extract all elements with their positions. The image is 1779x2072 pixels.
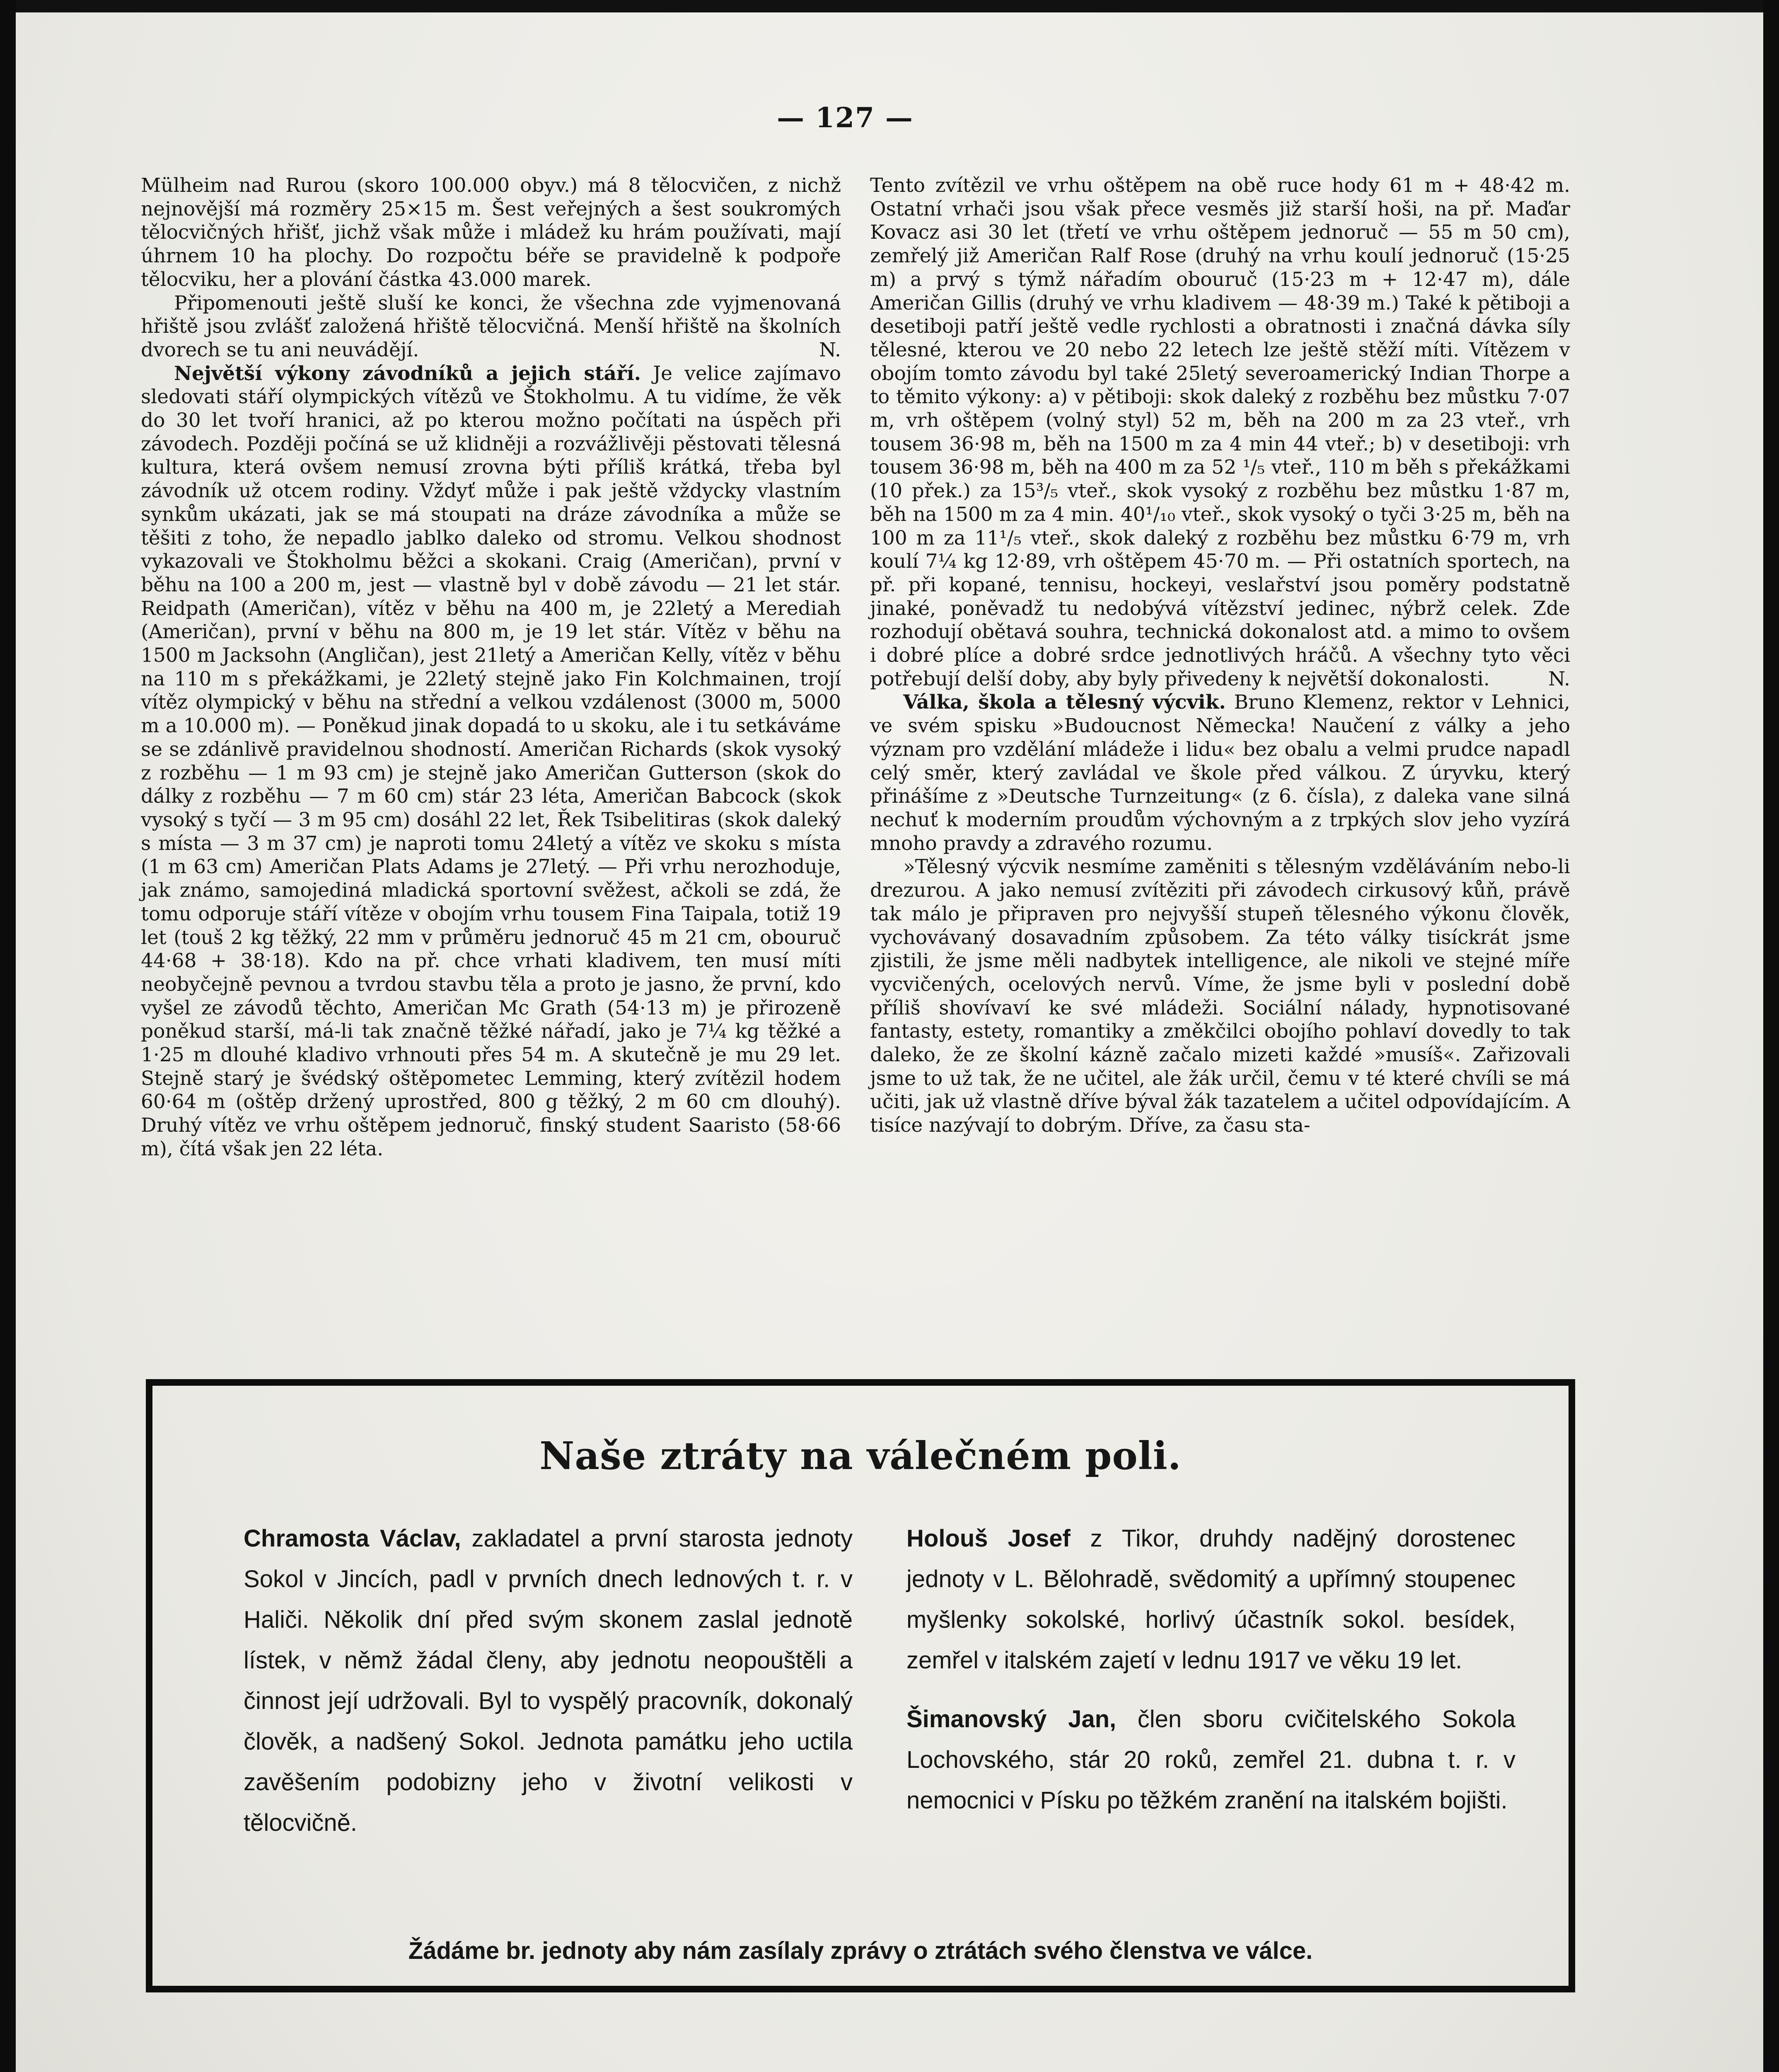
- scan-border-right: [1763, 0, 1779, 2072]
- paragraph-text: Mülheim nad Rurou (skoro 100.000 obyv.) má 8 tělocvičen, z nichž nejnovější má rozměry 25×15 m. Šest veřejných a šest soukromých tělocvičných hřišť, jichž však může i mládež ku hrám používati, mají úhrnem 10 ha plochy. Do rozpočtu béře se pravidelně k podpoře tělocviku, her a plování částka 43.000 marek.: [141, 174, 841, 291]
- section-heading: Válka, škola a tělesný výcvik.: [903, 691, 1226, 714]
- paragraph-text: »Tělesný výcvik nesmíme zaměniti s tělesným vzděláváním nebo-li drezurou. A jako nemusí zvítěziti při závodech cirkusový kůň, právě tak málo je připraven pro nejvyšší stupeň tělesného výkonu člověk, vychovávaný dosavadním způsobem. Za této války tisíckrát jsme zjistili, že jsme měli nadbytek intelligence, ale nikoli ve stejné míře vycvičených, ocelových nervů. Víme, že jsme byli v poslední době příliš shovívaví ke své mládeži. Sociální nálady, hypnotisované fantasty, estety, romantiky a změkčilci obojího pohlaví dovedly to tak daleko, že ze školní kázně začalo mizeti každé »musíš«. Zařizovali jsme to už tak, že ne učitel, ale žák určil, čemu v té které chvíli se má učiti, jak už vlastně dříve býval žák tazatelem a učitel odpovídajícím. A tisíce nazývají to dobrým. Dříve, za času sta-: [870, 855, 1570, 1137]
- scan-border-left: [0, 0, 16, 2072]
- paragraph-text: Je velice zajímavo sledovati stáří olympických vítězů ve Štokholmu. A tu vidíme, že věk do 30 let tvoří hranici, až po kterou možno počítati na úspěch při závodech. Později počíná se už klidněji a rozvážlivěji pěstovati tělesná kultura, která ovšem nemusí zrovna býti příliš krátká, třeba byl závodník už otcem rodiny. Vždyť může i pak ještě vždycky vlastním synkům ukázati, jak se má stoupati na dráze závodníka a může se těšiti z toho, že nepadlo jablko daleko od stromu. Velkou shodnost vykazovali ve Štokholmu běžci a skokani. Craig (Američan), první v běhu na 100 a 200 m, jest — vlastně byl v době závodu — 21 let stár. Reidpath (Američan), vítěz v běhu na 400 m, je 22letý a Merediah (Američan), první v běhu na 800 m, je 19 let stár. Vítěz v běhu na 1500 m Jacksohn (Angličan), jest 21letý a Američan Kelly, vítěz v běhu na 110 m s překážkami, je 22letý stejně jako Fin Kolchmainen, trojí vítěz olympický v běhu na střední a velkou vzdálenost (3000 m, 5000 m a 10.000 m). — Poněkud jinak dopadá to u skoku, ale i tu setkáváme se se zdánlivě pravidelnou shodností. Američan Richards (skok vysoký z rozběhu — 1 m 93 cm) je stejně jako Američan Gutterson (skok do dálky z rozběhu — 7 m 60 cm) stár 23 léta, Američan Babcock (skok vysoký s tyčí — 3 m 95 cm) dosáhl 22 let, Řek Tsibelitiras (skok daleký s místa — 3 m 37 cm) je naproti tomu 24letý a vítěz ve skoku s místa (1 m 63 cm) Američan Plats Adams je 27letý. — Při vrhu nerozhoduje, jak známo, samojediná mladická sportovní svěžest, ačkoli se zdá, že tomu odporuje stáří vítěze v obojím vrhu tousem Fina Taipala, totiž 19 let (touš 2 kg těžký, 22 mm v průměru jednoruč 45 m 21 cm, obouruč 44·68 + 38·18). Kdo na př. chce vrhati kladivem, ten musí míti neobyčejně pevnou a tvrdou stavbu těla a proto je jasno, že první, kdo vyšel ze závodů těchto, Američan Mc Grath (54·13 m) je přirozeně poněkud starší, má-li tak značně těžké nářadí, jako je 7¼ kg těžké a 1·25 m dlouhé kladivo vrhnouti přes 54 m. A skutečně je mu 29 let. Stejně starý je švédský oštěpometec Lemming, který zvítězil hodem 60·64 m (oštěp držený uprostřed, 800 g těžký, 2 m 60 cm dlouhý). Druhý vítěz ve vrhu oštěpem jednoruč, finský student Saaristo (58·66 m), čítá však jen 22 léta.: [141, 362, 841, 1160]
- scan-border-top: [0, 0, 1779, 12]
- paragraph-vykony: [141, 362, 841, 1161]
- author-signature: N.: [819, 338, 841, 361]
- memorial-title: Naše ztráty na válečném poli.: [539, 1433, 1182, 1478]
- obituary-text: člen sboru cvičitelského Sokola Lochovského, stár 20 roků, zemřel 21. dubna t. r. v nemocnici v Písku po těžkém zranění na italském bojišti.: [906, 1706, 1516, 1814]
- paragraph-text: Tento zvítězil ve vrhu oštěpem na obě ruce hody 61 m + 48·42 m. Ostatní vrhači jsou však přece vesměs již starší hoši, na př. Maďar Kovacz asi 30 let (třetí ve vrhu oštěpem jednoruč — 55 m 50 cm), zemřelý již Američan Ralf Rose (druhý na vrhu koulí jednoruč (15·25 m) a prvý s týmž nářadím obouruč (15·23 m + 12·47 m), dále Američan Gillis (druhý ve vrhu kladivem — 48·39 m.) Také k pětiboji a desetiboji patří ještě vedle rychlosti a obratnosti i značná dávka síly tělesné, kterou ve 20 nebo 22 letech lze ještě stěží míti. Vítězem v obojím tomto závodu byl také 25letý severoamerický Indian Thorpe a to těmito výkony: a) v pětiboji: skok daleký z rozběhu bez můstku 7·07 m, vrh oštěpem (volný styl) 52 m, běh na 200 m za 23 vteř., vrh tousem 36·98 m, běh na 1500 m za 4 min 44 vteř.; b) v desetiboji: vrh tousem 36·98 m, běh na 400 m za 52 ¹/₅ vteř., 110 m běh s překážkami (10 přek.) za 15³/₅ vteř., skok vysoký z rozběhu bez můstku 1·87 m, běh na 1500 m za 4 min. 40¹/₁₀ vteř., skok vysoký o tyči 3·25 m, běh na 100 m za 11¹/₅ vteř., skok daleký z rozběhu bez můstku 6·79 m, vrh koulí 7¼ kg 12·89, vrh oštěpem 45·70 m. — Při ostatních sportech, na př. při kopané, tennisu, hockeyi, veslařství jsou poměry podstatně jinaké, poněvadž tu nedobývá vítězství jedinec, nýbrž celek. Zde rozhodují obětavá souhra, technická dokonalost atd. a mimo to ovšem i dobré plíce a dobré srdce jednotlivých hráčů. A všechny tyto věci potřebují delší doby, aby byly přivedeny k největší dokonalosti.: [870, 174, 1570, 690]
- section-heading: Největší výkony závodníků a jejich stáří.: [174, 362, 641, 385]
- obituary-entry: [906, 1699, 1516, 1821]
- page-number: — 127 —: [777, 102, 914, 134]
- paragraph-text: Připomenouti ještě sluší ke konci, že všechna zde vyjmenovaná hřiště jsou zvlášť založená hřiště tělocvičná. Menší hřiště na školních dvorech se tu ani neuvádějí.: [141, 291, 841, 361]
- obituary-name: Holouš Josef: [906, 1525, 1071, 1552]
- obituary-entry: [906, 1518, 1516, 1681]
- memorial-right-column: [906, 1518, 1516, 1839]
- memorial-appeal: Žádáme br. jednoty aby nám zasílaly zprávy o ztrátách svého členstva ve válce.: [408, 1937, 1313, 1964]
- right-column: [870, 174, 1570, 1138]
- paragraph-telesny: [870, 855, 1570, 1137]
- paragraph-valka: [870, 691, 1570, 855]
- obituary-text: z Tikor, druhdy nadějný dorostenec jednoty v L. Bělohradě, svědomitý a upřímný stoupenec myšlenky sokolské, horlivý účastník sokol. besídek, zemřel v italském zajetí v lednu 1917 ve věku 19 let.: [906, 1525, 1516, 1674]
- left-column: [141, 174, 841, 1161]
- obituary-entry: [244, 1518, 853, 1843]
- obituary-name: Chramosta Václav,: [244, 1525, 461, 1552]
- memorial-left-column: [244, 1518, 853, 1861]
- memorial-box: [146, 1379, 1575, 1992]
- paragraph-pripomenouti: [141, 292, 841, 362]
- author-signature: N.: [1548, 667, 1570, 690]
- obituary-text: zakladatel a první starosta jednoty Sokol v Jincích, padl v prvních dnech lednových t. r. v Haliči. Několik dní před svým skonem zaslal jednotě lístek, v němž žádal členy, aby jednotu neopouštěli a činnost její udržovali. Byl to vyspělý pracovník, dokonalý člověk, a nadšený Sokol. Jednota památku jeho uctila zavěšením podobizny jeho v životní velikosti v tělocvičně.: [244, 1525, 853, 1836]
- paragraph-mulheim: [141, 174, 841, 292]
- paragraph-tento: [870, 174, 1570, 691]
- obituary-name: Šimanovský Jan,: [906, 1706, 1117, 1733]
- paragraph-text: Bruno Klemenz, rektor v Lehnici, ve svém spisku »Budoucnost Německa! Naučení z války a jeho význam pro vzdělání mládeže i lidu« bez obalu a velmi prudce napadl celý směr, který zavládal ve škole před válkou. Z úryvku, který přinášíme z »Deutsche Turnzeitung« (z 6. čísla), z daleka vane silná nechuť k moderním proudům výchovným a z trpkých slov jeho vyzírá mnoho pravdy a zdravého rozumu.: [870, 691, 1570, 855]
